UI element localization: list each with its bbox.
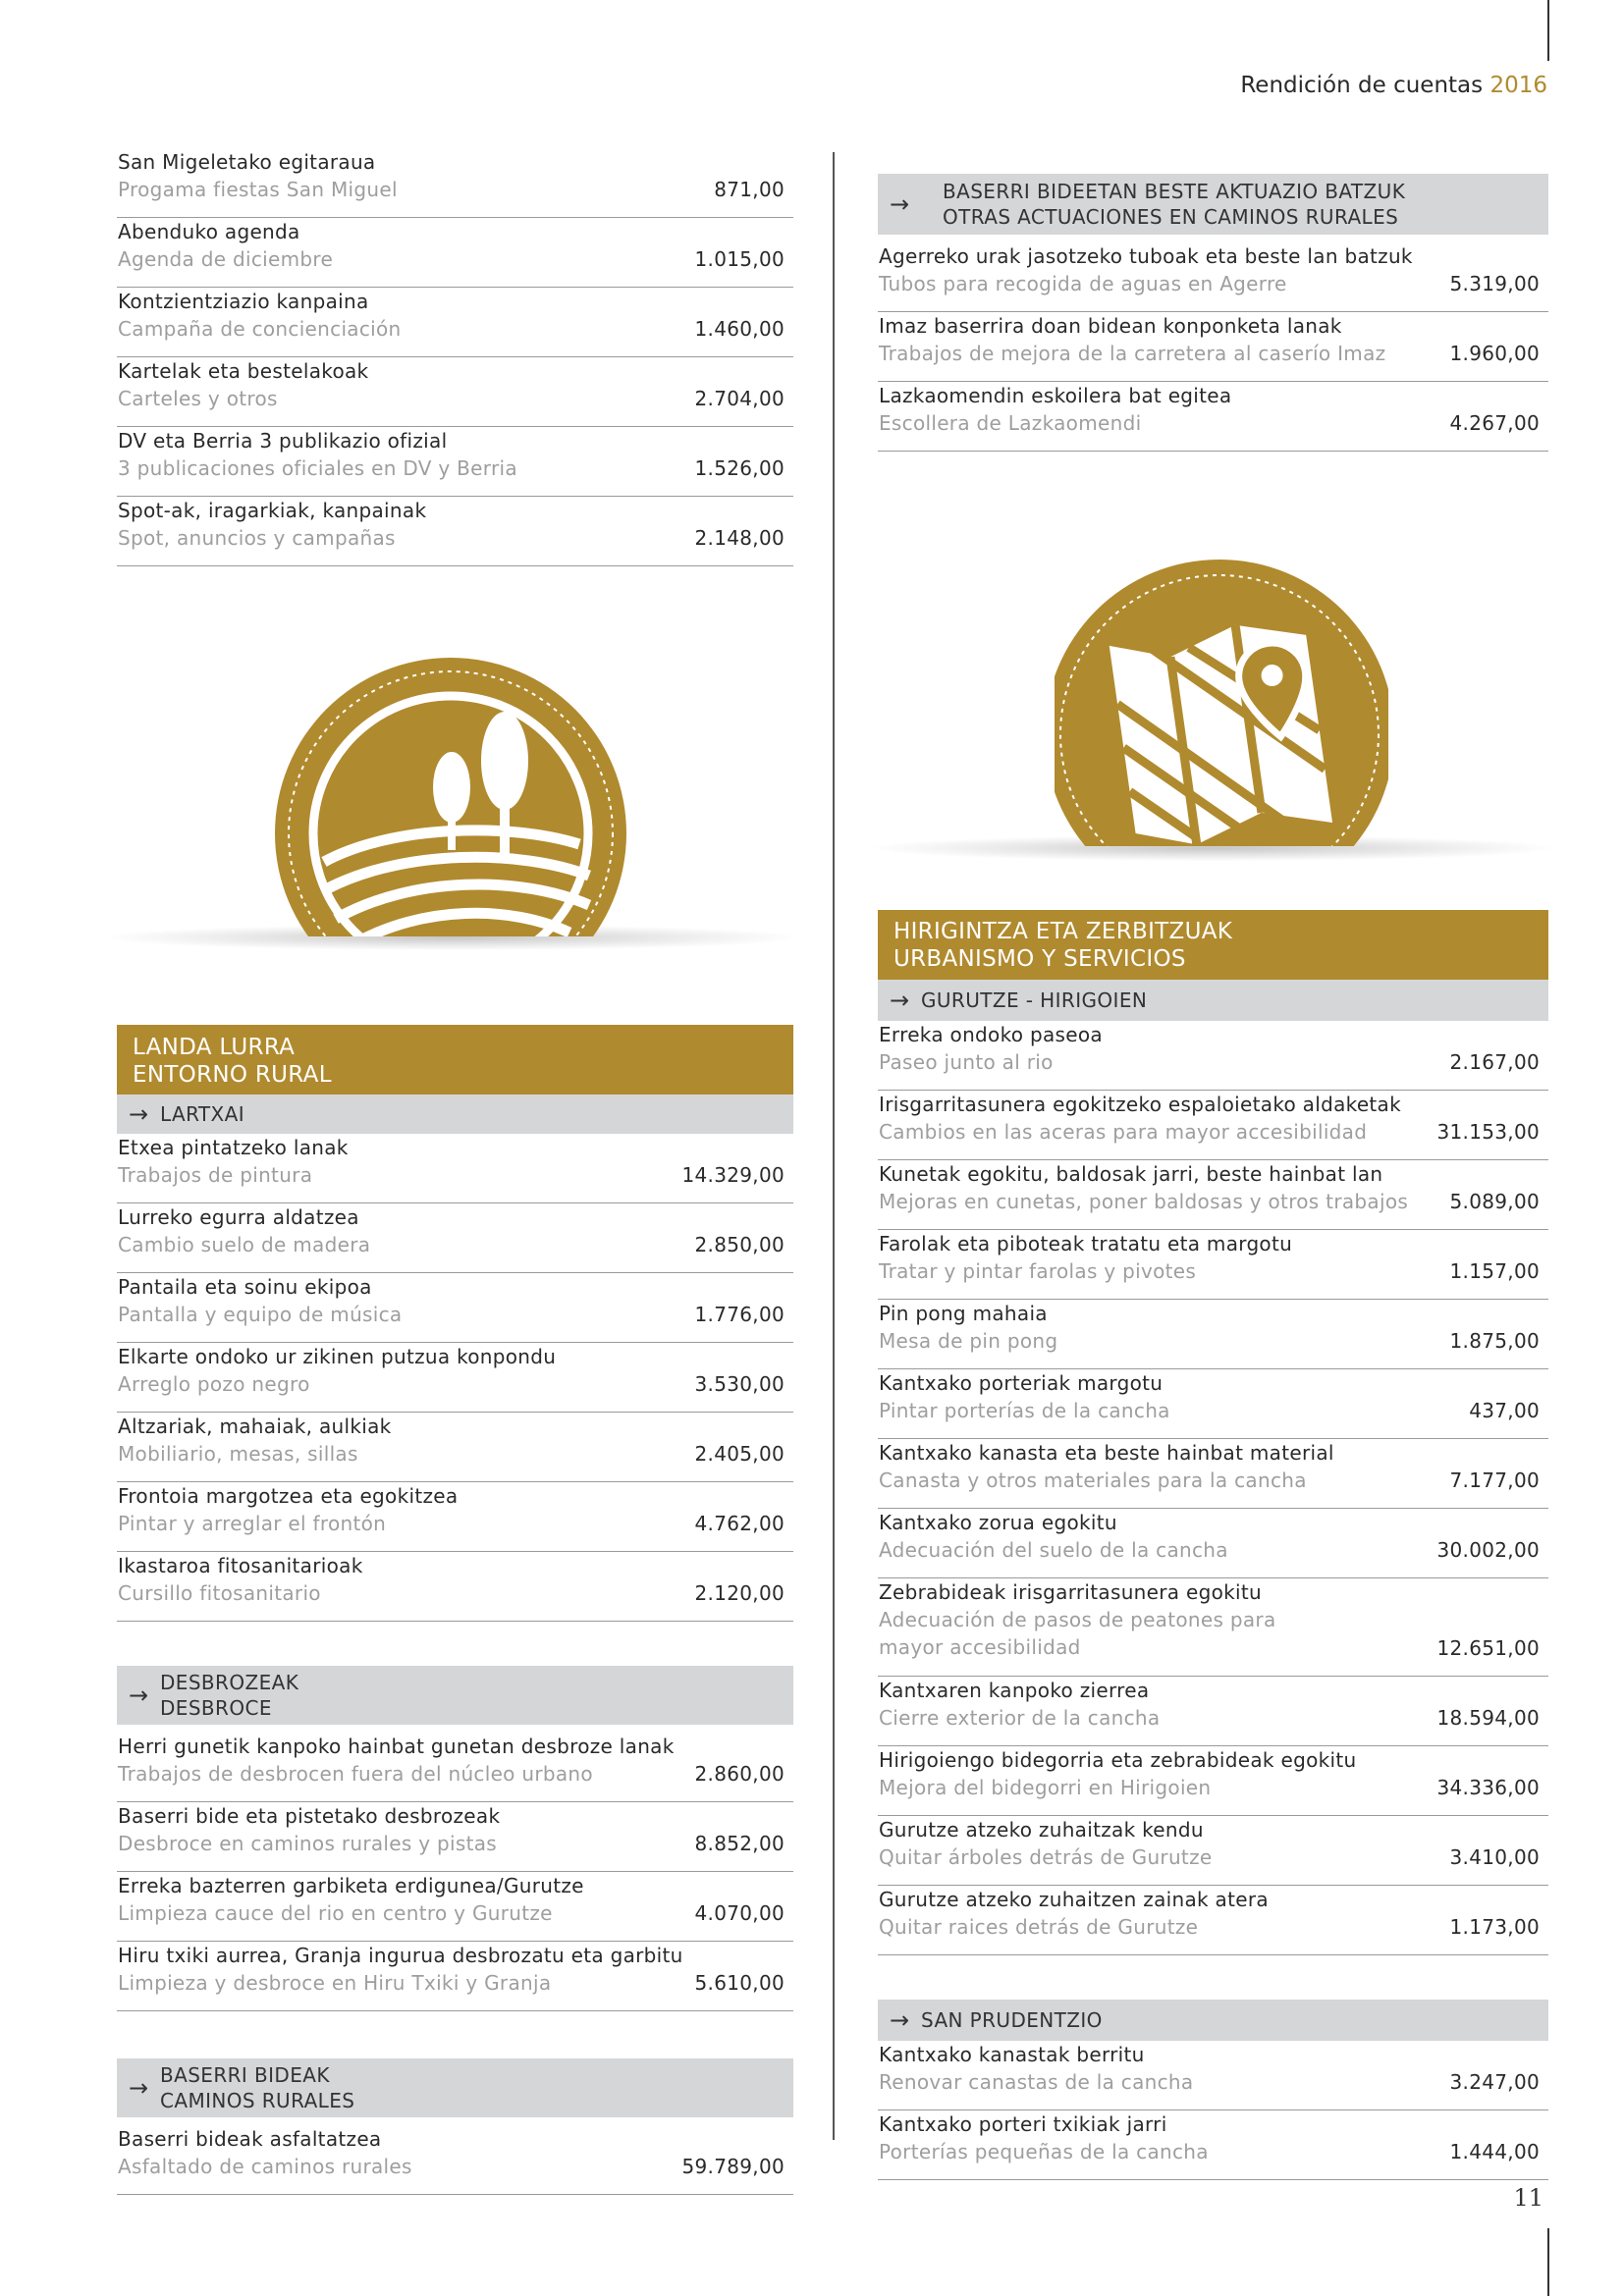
subheader-label-eu: BASERRI BIDEAK — [160, 2063, 330, 2087]
list-item — [878, 1816, 1548, 1886]
item-eu: Hiru txiki aurrea, Granja ingurua desbrozatu eta garbitu — [118, 1944, 683, 1967]
item-es: Renovar canastas de la cancha — [879, 2070, 1194, 2094]
item-eu: Etxea pintatzeko lanak — [118, 1136, 349, 1159]
list-item — [117, 2125, 793, 2195]
list-item — [117, 1802, 793, 1872]
item-eu: Pantaila eta soinu ekipoa — [118, 1275, 372, 1299]
header-title: Rendición de cuentas — [1240, 73, 1484, 98]
top-rule — [1547, 0, 1549, 61]
item-es: Pantalla y equipo de música — [118, 1303, 403, 1326]
item-amount: 5.319,00 — [1449, 272, 1540, 295]
item-amount: 1.157,00 — [1449, 1259, 1540, 1283]
item-es: Quitar raices detrás de Gurutze — [879, 1915, 1199, 1939]
item-es: Progama fiestas San Miguel — [118, 178, 398, 201]
item-eu: Abenduko agenda — [118, 220, 300, 243]
list-item — [117, 1203, 793, 1273]
rural-landscape-icon — [265, 648, 638, 942]
item-es: Limpieza cauce del rio en centro y Gurutze — [118, 1901, 553, 1925]
item-es: Adecuación del suelo de la cancha — [879, 1538, 1228, 1562]
item-eu: Elkarte ondoko ur zikinen putzua konpondu — [118, 1345, 557, 1368]
item-amount: 12.651,00 — [1436, 1636, 1540, 1660]
item-amount: 2.167,00 — [1449, 1050, 1540, 1074]
subheader-baserri-bideak — [117, 2058, 793, 2117]
subheader-san-prudentzio — [878, 2000, 1548, 2041]
item-eu: Erreka bazterren garbiketa erdigunea/Gurutze — [118, 1874, 584, 1897]
list-item — [878, 1886, 1548, 1955]
list-item — [117, 1273, 793, 1343]
subheader-label-eu: DESBROZEAK — [160, 1671, 299, 1694]
section-title-landa — [117, 1025, 793, 1095]
item-es: Limpieza y desbroce en Hiru Txiki y Granja — [118, 1971, 552, 1995]
list-item — [878, 312, 1548, 382]
item-eu: San Migeletako egitaraua — [118, 150, 376, 174]
list-item — [117, 288, 793, 357]
item-eu: DV eta Berria 3 publikazio ofizial — [118, 429, 448, 453]
arrow-right-icon: → — [129, 1100, 149, 1128]
item-es: Canasta y otros materiales para la cancha — [879, 1468, 1307, 1492]
item-amount: 2.860,00 — [694, 1762, 785, 1786]
item-amount: 2.120,00 — [694, 1581, 785, 1605]
title-eu: HIRIGINTZA ETA ZERBITZUAK — [893, 919, 1233, 944]
item-es: Porterías pequeñas de la cancha — [879, 2140, 1209, 2163]
item-amount: 5.089,00 — [1449, 1190, 1540, 1213]
item-es: Tratar y pintar farolas y pivotes — [879, 1259, 1197, 1283]
item-amount: 1.960,00 — [1449, 342, 1540, 365]
list-item — [117, 1733, 793, 1802]
right-top-section — [878, 174, 1548, 452]
item-es: Agenda de diciembre — [118, 247, 334, 271]
item-eu: Kantxako zorua egokitu — [879, 1511, 1117, 1534]
item-amount: 1.460,00 — [694, 317, 785, 341]
item-amount: 34.336,00 — [1436, 1776, 1540, 1799]
item-amount: 1.444,00 — [1449, 2140, 1540, 2163]
arrow-right-icon: → — [890, 190, 910, 218]
item-eu: Imaz baserrira doan bidean konponketa lanak — [879, 314, 1342, 338]
item-es: Trabajos de pintura — [118, 1163, 313, 1187]
list-item — [117, 1343, 793, 1413]
item-amount: 4.267,00 — [1449, 411, 1540, 435]
item-eu: Pin pong mahaia — [879, 1302, 1048, 1325]
item-eu: Spot-ak, iragarkiak, kanpainak — [118, 499, 427, 522]
item-amount: 2.148,00 — [694, 526, 785, 550]
item-eu: Zebrabideak irisgarritasunera egokitu — [879, 1580, 1262, 1604]
list-item — [878, 1091, 1548, 1160]
item-es: Pintar porterías de la cancha — [879, 1399, 1170, 1422]
item-amount: 14.329,00 — [681, 1163, 785, 1187]
subheader-gurutze — [878, 980, 1548, 1021]
item-eu: Frontoia margotzea eta egokitzea — [118, 1484, 459, 1508]
arrow-right-icon: → — [890, 2006, 910, 2034]
title-es: ENTORNO RURAL — [133, 1062, 332, 1088]
item-es: 3 publicaciones oficiales en DV y Berria — [118, 456, 517, 480]
list-item — [117, 218, 793, 288]
list-item — [878, 242, 1548, 312]
item-eu: Agerreko urak jasotzeko tuboak eta beste lan batzuk — [879, 244, 1413, 268]
list-item — [117, 1413, 793, 1482]
item-es: Paseo junto al rio — [879, 1050, 1054, 1074]
landa-section — [117, 1025, 793, 2195]
item-es: Mejora del bidegorri en Hirigoien — [879, 1776, 1212, 1799]
item-eu: Baserri bideak asfaltatzea — [118, 2127, 382, 2151]
item-es: Campaña de concienciación — [118, 317, 402, 341]
item-amount: 59.789,00 — [681, 2155, 785, 2178]
item-amount: 871,00 — [714, 178, 785, 201]
item-es: Carteles y otros — [118, 387, 278, 410]
item-eu: Baserri bide eta pistetako desbrozeak — [118, 1804, 501, 1828]
bottom-rule — [1547, 2228, 1549, 2296]
list-item — [117, 1942, 793, 2011]
subheader-lartxai — [117, 1095, 793, 1134]
item-amount: 2.405,00 — [694, 1442, 785, 1466]
title-eu: LANDA LURRA — [133, 1035, 296, 1060]
item-amount: 4.070,00 — [694, 1901, 785, 1925]
item-es: Pintar y arreglar el frontón — [118, 1512, 387, 1535]
item-es: Mejoras en cunetas, poner baldosas y otros trabajos — [879, 1190, 1409, 1213]
item-es: Mobiliario, mesas, sillas — [118, 1442, 358, 1466]
item-eu: Lurreko egurra aldatzea — [118, 1205, 359, 1229]
list-item — [117, 427, 793, 497]
list-item — [878, 2110, 1548, 2180]
page-header — [1240, 73, 1547, 98]
item-amount: 3.410,00 — [1449, 1845, 1540, 1869]
item-eu: Herri gunetik kanpoko hainbat gunetan desbroze lanak — [118, 1735, 675, 1758]
item-es: Spot, anuncios y campañas — [118, 526, 396, 550]
item-es: Cierre exterior de la cancha — [879, 1706, 1161, 1730]
item-amount: 1.173,00 — [1449, 1915, 1540, 1939]
subheader-label-eu: BASERRI BIDEETAN BESTE AKTUAZIO BATZUK — [943, 180, 1406, 203]
item-eu: Altzariak, mahaiak, aulkiak — [118, 1415, 392, 1438]
subheader-label: SAN PRUDENTZIO — [921, 2008, 1103, 2032]
list-item — [878, 1300, 1548, 1369]
arrow-right-icon: → — [129, 2074, 149, 2102]
item-eu: Kontzientziazio kanpaina — [118, 290, 369, 313]
item-eu: Lazkaomendin eskoilera bat egitea — [879, 384, 1232, 407]
item-es: Arreglo pozo negro — [118, 1372, 310, 1396]
header-year: 2016 — [1489, 73, 1547, 98]
item-es: Tubos para recogida de aguas en Agerre — [879, 272, 1287, 295]
item-amount: 5.610,00 — [694, 1971, 785, 1995]
arrow-right-icon: → — [129, 1682, 149, 1709]
item-eu: Kantxako kanasta eta beste hainbat material — [879, 1441, 1334, 1465]
list-item — [878, 1746, 1548, 1816]
item-amount: 1.776,00 — [694, 1303, 785, 1326]
column-divider — [833, 152, 835, 2140]
list-item — [117, 1482, 793, 1552]
item-eu: Erreka ondoko paseoa — [879, 1023, 1103, 1046]
left-top-list — [117, 148, 793, 566]
item-amount: 1.015,00 — [694, 247, 785, 271]
list-item — [117, 1134, 793, 1203]
list-item — [878, 1160, 1548, 1230]
subheader-beste-aktuazio — [878, 174, 1548, 235]
item-es: Adecuación de pasos de peatones para mayor accesibilidad — [879, 1608, 1276, 1659]
item-amount: 3.247,00 — [1449, 2070, 1540, 2094]
list-item — [878, 382, 1548, 452]
item-es: Cursillo fitosanitario — [118, 1581, 321, 1605]
list-item — [117, 497, 793, 566]
item-eu: Kantxako porteri txikiak jarri — [879, 2112, 1167, 2136]
map-pin-icon — [1055, 558, 1388, 852]
item-amount: 4.762,00 — [694, 1512, 785, 1535]
item-eu: Kantxako porteriak margotu — [879, 1371, 1164, 1395]
list-item — [878, 1578, 1548, 1677]
item-amount: 8.852,00 — [694, 1832, 785, 1855]
subheader-label: LARTXAI — [160, 1102, 245, 1126]
item-amount: 1.875,00 — [1449, 1329, 1540, 1353]
item-es: Trabajos de desbrocen fuera del núcleo urbano — [118, 1762, 593, 1786]
item-amount: 31.153,00 — [1436, 1120, 1540, 1144]
item-eu: Ikastaroa fitosanitarioak — [118, 1554, 363, 1577]
item-eu: Gurutze atzeko zuhaitzen zainak atera — [879, 1888, 1269, 1911]
item-eu: Kantxako kanastak berritu — [879, 2043, 1145, 2066]
item-amount: 437,00 — [1469, 1399, 1540, 1422]
item-eu: Gurutze atzeko zuhaitzak kendu — [879, 1818, 1204, 1842]
item-amount: 7.177,00 — [1449, 1468, 1540, 1492]
item-amount: 1.526,00 — [694, 456, 785, 480]
item-amount: 2.704,00 — [694, 387, 785, 410]
item-es: Cambios en las aceras para mayor accesibilidad — [879, 1120, 1368, 1144]
item-es: Asfaltado de caminos rurales — [118, 2155, 412, 2178]
title-es: URBANISMO Y SERVICIOS — [893, 946, 1186, 972]
list-item — [117, 1872, 793, 1942]
subheader-desbrozeak — [117, 1666, 793, 1725]
item-es: Desbroce en caminos rurales y pistas — [118, 1832, 498, 1855]
item-amount: 18.594,00 — [1436, 1706, 1540, 1730]
hirigintza-section — [878, 910, 1548, 2180]
list-item — [878, 1439, 1548, 1509]
subheader-label-es: DESBROCE — [160, 1696, 272, 1720]
item-es: Escollera de Lazkaomendi — [879, 411, 1142, 435]
section-title-hirigintza — [878, 910, 1548, 980]
page-number: 11 — [1513, 2184, 1543, 2212]
list-item — [117, 1552, 793, 1622]
list-item — [878, 1677, 1548, 1746]
arrow-right-icon: → — [890, 987, 910, 1014]
item-eu: Kantxaren kanpoko zierrea — [879, 1679, 1150, 1702]
item-es: Cambio suelo de madera — [118, 1233, 371, 1256]
item-es: Trabajos de mejora de la carretera al caserío Imaz — [879, 342, 1386, 365]
item-es: Mesa de pin pong — [879, 1329, 1058, 1353]
item-eu: Irisgarritasunera egokitzeko espaloietako aldaketak — [879, 1093, 1401, 1116]
item-amount: 30.002,00 — [1436, 1538, 1540, 1562]
subheader-label-es: CAMINOS RURALES — [160, 2089, 355, 2112]
item-eu: Farolak eta piboteak tratatu eta margotu — [879, 1232, 1293, 1255]
item-amount: 2.850,00 — [694, 1233, 785, 1256]
subheader-label-es: OTRAS ACTUACIONES EN CAMINOS RURALES — [943, 205, 1399, 229]
list-item — [878, 2041, 1548, 2110]
list-item — [878, 1369, 1548, 1439]
list-item — [117, 148, 793, 218]
item-amount: 3.530,00 — [694, 1372, 785, 1396]
subheader-label: GURUTZE - HIRIGOIEN — [921, 988, 1148, 1012]
item-es: Quitar árboles detrás de Gurutze — [879, 1845, 1213, 1869]
list-item — [878, 1509, 1548, 1578]
item-eu: Hirigoiengo bidegorria eta zebrabideak egokitu — [879, 1748, 1357, 1772]
list-item — [878, 1230, 1548, 1300]
item-eu: Kunetak egokitu, baldosak jarri, beste hainbat lan — [879, 1162, 1383, 1186]
list-item — [117, 357, 793, 427]
list-item — [878, 1021, 1548, 1091]
item-eu: Kartelak eta bestelakoak — [118, 359, 369, 383]
